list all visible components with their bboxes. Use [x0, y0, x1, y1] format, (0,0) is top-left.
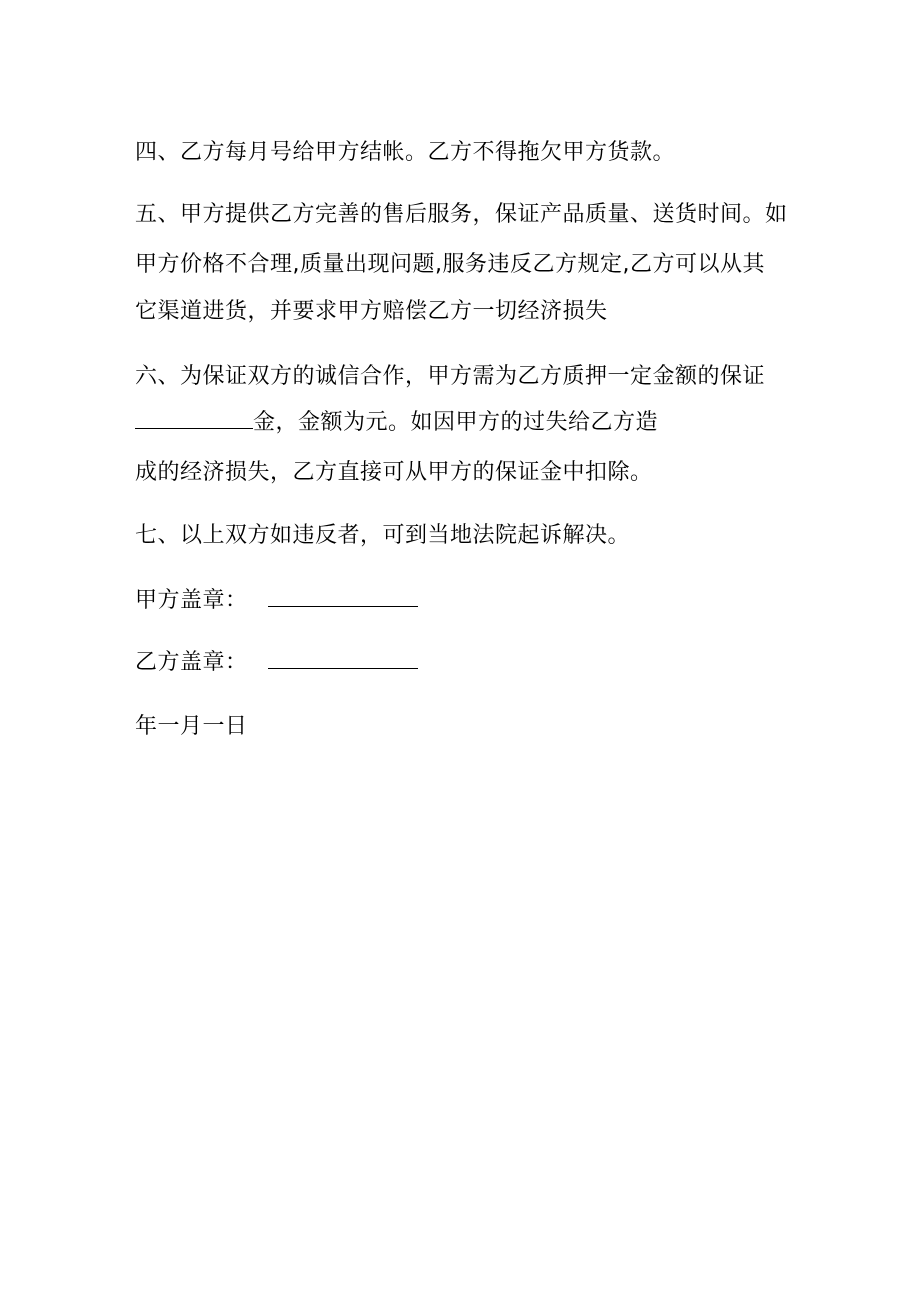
clause-five-line-2: 甲方价格不合理,质量出现问题,服务违反乙方规定,乙方可以从其 [135, 252, 765, 277]
clause-five-line-3: 它渠道进货，并要求甲方赔偿乙方一切经济损失 [135, 299, 608, 324]
clause-seven: 七、以上双方如违反者，可到当地法院起诉解决。 [135, 523, 631, 548]
clause-six-line-3: 成的经济损失，乙方直接可从甲方的保证金中扣除。 [135, 460, 653, 485]
party-a-seal-label: 甲方盖章： [135, 588, 248, 613]
clause-six-line-1: 六、为保证双方的诚信合作，甲方需为乙方质押一定金额的保证 [135, 364, 766, 389]
party-b-seal-field[interactable] [268, 648, 418, 669]
party-a-seal-field[interactable] [268, 586, 418, 607]
clause-five-line-1: 五、甲方提供乙方完善的售后服务，保证产品质量、送货时间。如 [135, 202, 788, 227]
clause-four: 四、乙方每月号给甲方结帐。乙方不得拖欠甲方货款。 [135, 140, 676, 165]
deposit-blank-field[interactable] [135, 408, 253, 429]
clause-six-line-2 [135, 408, 658, 438]
party-b-signature-row [135, 648, 418, 678]
party-b-seal-label: 乙方盖章： [135, 650, 248, 675]
clause-six-line-2-text: 金，金额为元。如因甲方的过失给乙方造 [253, 410, 659, 435]
date-line: 年一月一日 [135, 714, 248, 739]
party-a-signature-row [135, 586, 418, 616]
